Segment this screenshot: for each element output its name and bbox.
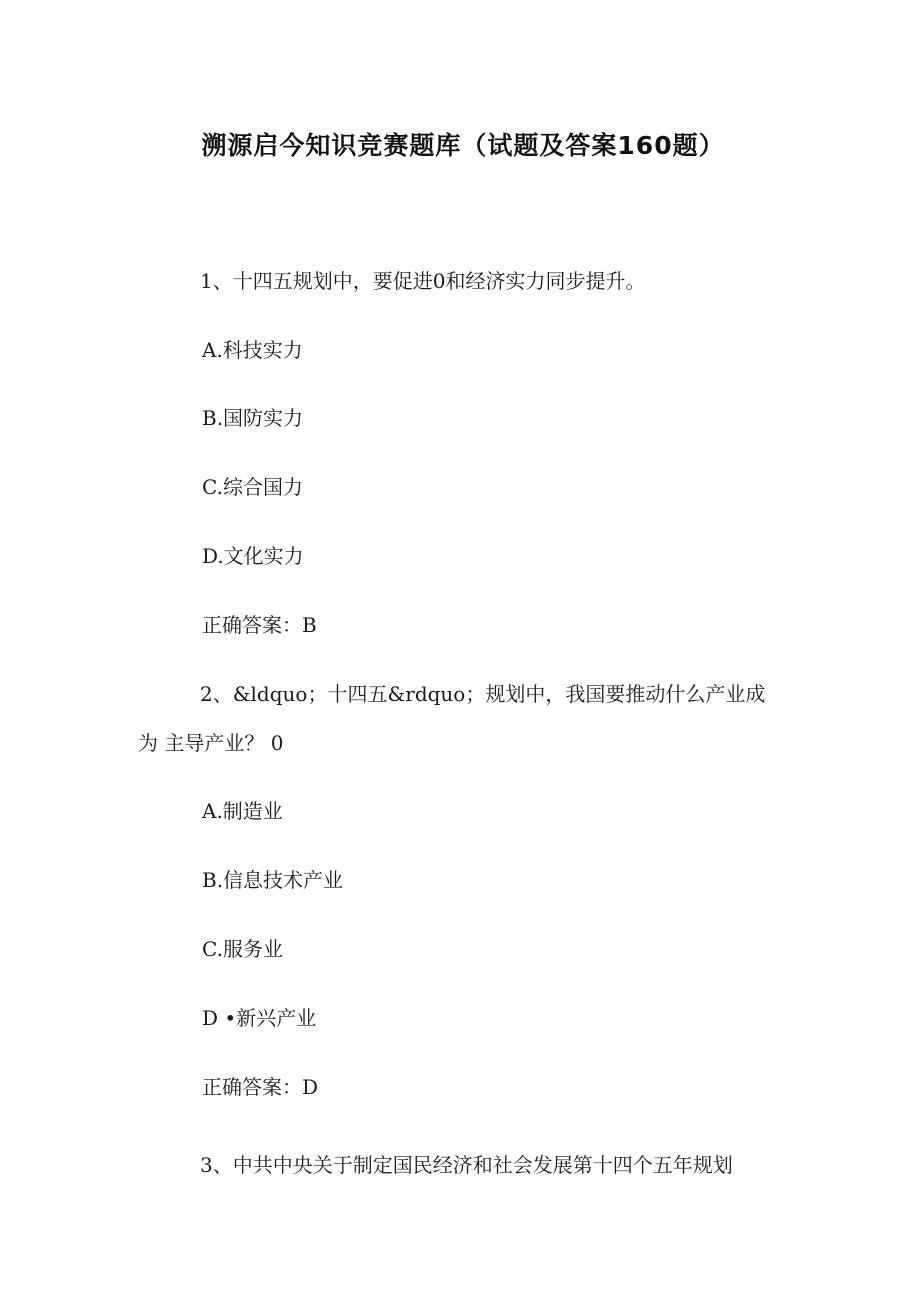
question-1-option-b: B.国防实力 [202,406,304,430]
question-2-option-b: B.信息技术产业 [202,868,344,892]
question-1-option-d: D.文化实力 [202,544,304,568]
question-1-text: 1、十四五规划中，要促进0和经济实力同步提升。 [200,269,646,293]
document-title: 溯源启今知识竞赛题库（试题及答案160题） [201,131,725,160]
question-2-option-c: C.服务业 [202,937,283,961]
question-1-option-a: A.科技实力 [202,338,303,362]
question-2-option-a: A.制造业 [202,799,283,823]
question-1-answer: 正确答案：B [202,613,317,637]
question-2-text-continuation: 为 主导产业？ 0 [138,731,284,755]
question-2-answer: 正确答案：D [202,1075,319,1099]
question-1-option-c: C.综合国力 [202,475,303,499]
question-2-option-d: D •新兴产业 [202,1006,317,1030]
question-2-text: 2、&ldquo；十四五&rdquo；规划中，我国要推动什么产业成 [200,682,766,706]
question-3-text: 3、中共中央关于制定国民经济和社会发展第十四个五年规划 [200,1153,733,1177]
